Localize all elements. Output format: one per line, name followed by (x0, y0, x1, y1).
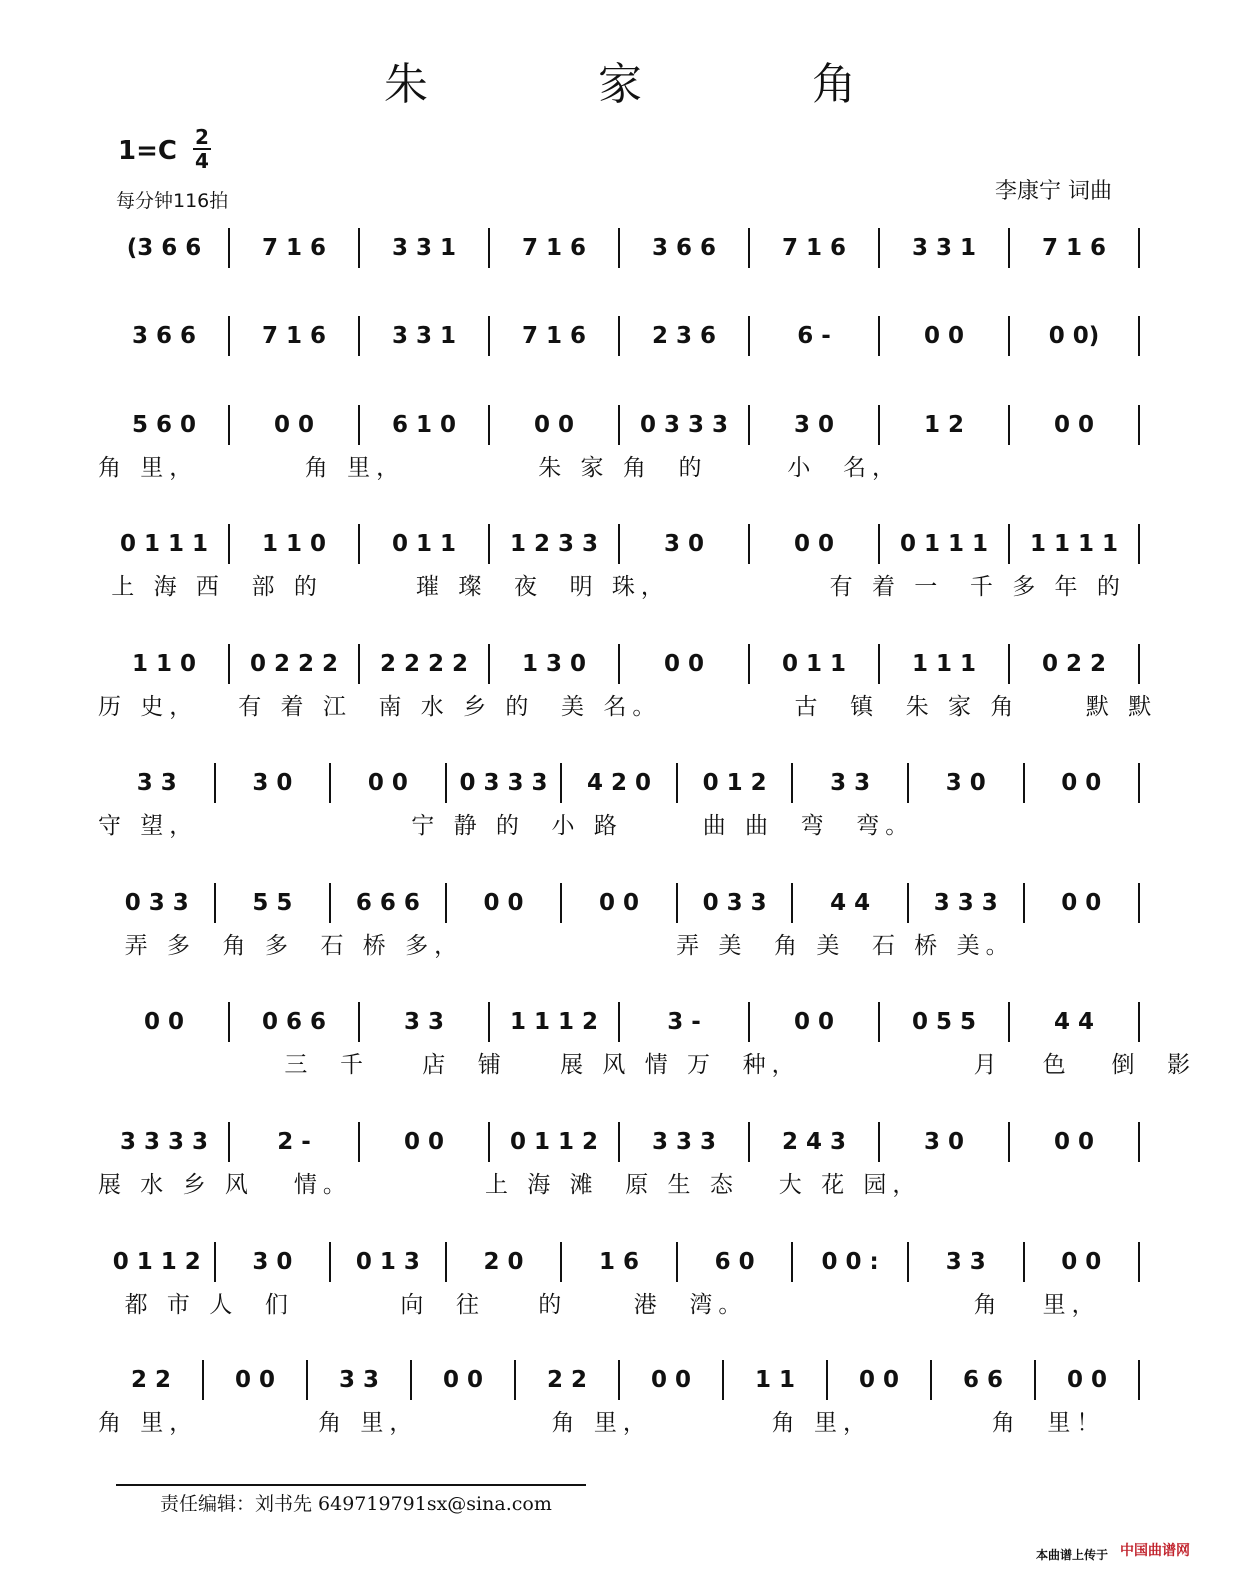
measure: 3 6 6 (651, 235, 717, 261)
measure: 0 0 (650, 1367, 691, 1393)
measure: 0 2 2 2 (249, 651, 339, 677)
measure: 0 0 (483, 890, 524, 916)
site-logo: 中国曲谱网 (1120, 1543, 1190, 1559)
measure: 0 6 6 (261, 1009, 327, 1035)
measure: 0 0 (143, 1009, 184, 1035)
measure: 0 1 1 (781, 651, 847, 677)
measure: 0 0 (1061, 1249, 1102, 1275)
score-row (0, 316, 1240, 416)
measure: 6 1 0 (391, 412, 457, 438)
measure: 3 0 (252, 1249, 293, 1275)
measure: 4 2 0 (587, 770, 652, 796)
measure: 0 0 (858, 1367, 899, 1393)
measure: 3 0 (663, 531, 704, 557)
measure: 7 1 6 (521, 323, 587, 349)
measure: 3 3 3 (651, 1129, 717, 1155)
measure: 3 - (667, 1009, 701, 1035)
measure: 3 3 1 (391, 323, 457, 349)
measure: 0 3 3 3 (639, 412, 729, 438)
lyrics-line: 历 史， 有 着 江 南 水 乡 的 美 名。 古 镇 朱 家 角 默 默 (98, 694, 1158, 720)
lyrics-line (98, 274, 1138, 308)
measure: 0 5 5 (911, 1009, 977, 1035)
measure: 0 0 (793, 531, 834, 557)
measure: 0 0 (442, 1367, 483, 1393)
score-row (0, 228, 1240, 328)
editor-credit: 责任编辑：刘书先 649719791sx@sina.com (160, 1493, 552, 1515)
measure: 0 0 (234, 1367, 275, 1393)
time-sig-top: 2 (195, 125, 209, 149)
notation-line (100, 1242, 1140, 1282)
measure: 1 2 3 3 (509, 531, 599, 557)
measure: (3 6 6 (126, 235, 202, 261)
measure: 0 0 (1061, 890, 1102, 916)
measure: 7 1 6 (781, 235, 847, 261)
notation-line (100, 1122, 1140, 1162)
lyrics-line: 三 千 店 铺 展 风 情 万 种， 月 色 倒 影 (98, 1052, 1197, 1078)
measure: 2 0 (483, 1249, 524, 1275)
barline (1138, 524, 1140, 564)
measure: 0 1 1 2 (509, 1129, 599, 1155)
composer-credit: 李康宁 词曲 (995, 179, 1112, 204)
measure: 0 0 (923, 323, 964, 349)
barline (1138, 1360, 1140, 1400)
measure: 0 2 2 (1041, 651, 1107, 677)
notation-line (100, 763, 1140, 803)
score-row (0, 1002, 1240, 1102)
measure: 3 3 (830, 770, 871, 796)
measure: 3 0 (945, 770, 986, 796)
measure: 0 1 2 (702, 770, 767, 796)
measure: 2 - (277, 1129, 311, 1155)
measure: 0 1 1 2 (112, 1249, 201, 1275)
measure: 6 6 (962, 1367, 1003, 1393)
notation-line (100, 1002, 1140, 1042)
measure: 1 2 (923, 412, 964, 438)
lyrics-line (98, 362, 1138, 396)
time-sig-bottom: 4 (195, 149, 209, 173)
measure: 7 1 6 (1041, 235, 1107, 261)
score-row (0, 644, 1240, 744)
score-row (0, 1242, 1240, 1342)
measure: 0 1 1 1 (119, 531, 209, 557)
measure: 0 0 (599, 890, 640, 916)
score-row (0, 883, 1240, 983)
notation-line (100, 316, 1140, 356)
measure: 6 6 6 (355, 890, 420, 916)
score-row (0, 1122, 1240, 1222)
measure: 0 0 (1053, 412, 1094, 438)
notation-line (100, 228, 1140, 268)
lyrics-line: 角 里， 角 里， 朱 家 角 的 小 名， (98, 455, 901, 481)
notation-line (100, 405, 1140, 445)
measure: 2 2 (130, 1367, 171, 1393)
lyrics-line: 展 水 乡 风 情。 上 海 滩 原 生 态 大 花 园， (98, 1172, 922, 1198)
measure: 7 1 6 (261, 323, 327, 349)
measure: 0 0 (663, 651, 704, 677)
measure: 0 1 1 1 (899, 531, 989, 557)
measure: 3 3 3 3 (119, 1129, 209, 1155)
tempo-marking: 每分钟116拍 (116, 190, 229, 212)
measure: 2 3 6 (651, 323, 717, 349)
lyrics-line: 上 海 西 部 的 璀 璨 夜 明 珠， 有 着 一 千 多 年 的 (98, 574, 1126, 600)
measure: 6 0 (714, 1249, 755, 1275)
measure: 0 0 (273, 412, 314, 438)
measure: 0 3 3 3 (459, 770, 548, 796)
measure: 2 4 3 (781, 1129, 847, 1155)
measure: 3 3 (136, 770, 177, 796)
measure: 1 6 (599, 1249, 640, 1275)
measure: 5 5 (252, 890, 293, 916)
measure: 3 0 (793, 412, 834, 438)
measure: 3 0 (923, 1129, 964, 1155)
measure: 1 1 (754, 1367, 795, 1393)
measure: 3 6 6 (131, 323, 197, 349)
notation-line (100, 524, 1140, 564)
barline (1138, 1122, 1140, 1162)
measure: 0 0 (793, 1009, 834, 1035)
notation-line (100, 883, 1140, 923)
barline (1138, 1002, 1140, 1042)
upload-note: 本曲谱上传于 (1036, 1548, 1109, 1562)
measure: 3 3 (403, 1009, 444, 1035)
notation-line (100, 644, 1140, 684)
measure: 0 3 3 (124, 890, 189, 916)
barline (1138, 883, 1140, 923)
song-title: 朱 家 角 (384, 59, 934, 110)
measure: 0 0 (1061, 770, 1102, 796)
barline (1138, 405, 1140, 445)
measure: 0 0 : (821, 1249, 879, 1275)
score-row (0, 524, 1240, 624)
measure: 3 3 3 (933, 890, 998, 916)
measure: 3 3 (945, 1249, 986, 1275)
footer-divider (116, 1484, 586, 1486)
measure: 7 1 6 (261, 235, 327, 261)
score-row (0, 763, 1240, 863)
measure: 5 6 0 (131, 412, 197, 438)
measure: 1 1 0 (261, 531, 327, 557)
lyrics-line: 都 市 人 们 向 往 的 港 湾。 角 里， (98, 1292, 1101, 1318)
measure: 1 1 1 1 (1029, 531, 1119, 557)
barline (1138, 316, 1140, 356)
lyrics-line: 角 里， 角 里， 角 里， 角 里， 角 里！ (98, 1410, 1106, 1436)
barline (1138, 763, 1140, 803)
measure: 0 0 (403, 1129, 444, 1155)
measure: 6 - (797, 323, 831, 349)
key-signature: 1=C (118, 136, 177, 166)
measure: 2 2 (546, 1367, 587, 1393)
notation-line (100, 1360, 1140, 1400)
measure: 4 4 (830, 890, 871, 916)
measure: 1 3 0 (521, 651, 587, 677)
measure: 7 1 6 (521, 235, 587, 261)
barline (1138, 228, 1140, 268)
measure: 0 0 (367, 770, 408, 796)
measure: 0 0 (1053, 1129, 1094, 1155)
measure: 2 2 2 2 (379, 651, 469, 677)
measure: 0 3 3 (702, 890, 767, 916)
lyrics-line: 弄 多 角 多 石 桥 多， 弄 美 角 美 石 桥 美。 (98, 933, 1015, 959)
measure: 1 1 1 2 (509, 1009, 599, 1035)
measure: 0 1 1 (391, 531, 457, 557)
measure: 0 0 (1066, 1367, 1107, 1393)
measure: 0 0) (1048, 323, 1100, 349)
measure: 3 0 (252, 770, 293, 796)
measure: 0 0 (533, 412, 574, 438)
measure: 3 3 1 (911, 235, 977, 261)
lyrics-line: 守 望， 宁 静 的 小 路 曲 曲 弯 弯。 (98, 813, 915, 839)
score-row (0, 405, 1240, 505)
score-row (0, 1360, 1240, 1460)
barline (1138, 1242, 1140, 1282)
measure: 1 1 1 (911, 651, 977, 677)
measure: 1 1 0 (131, 651, 197, 677)
barline (1138, 644, 1140, 684)
measure: 0 1 3 (355, 1249, 420, 1275)
time-signature (190, 126, 214, 172)
measure: 3 3 1 (391, 235, 457, 261)
measure: 3 3 (338, 1367, 379, 1393)
measure: 4 4 (1053, 1009, 1094, 1035)
